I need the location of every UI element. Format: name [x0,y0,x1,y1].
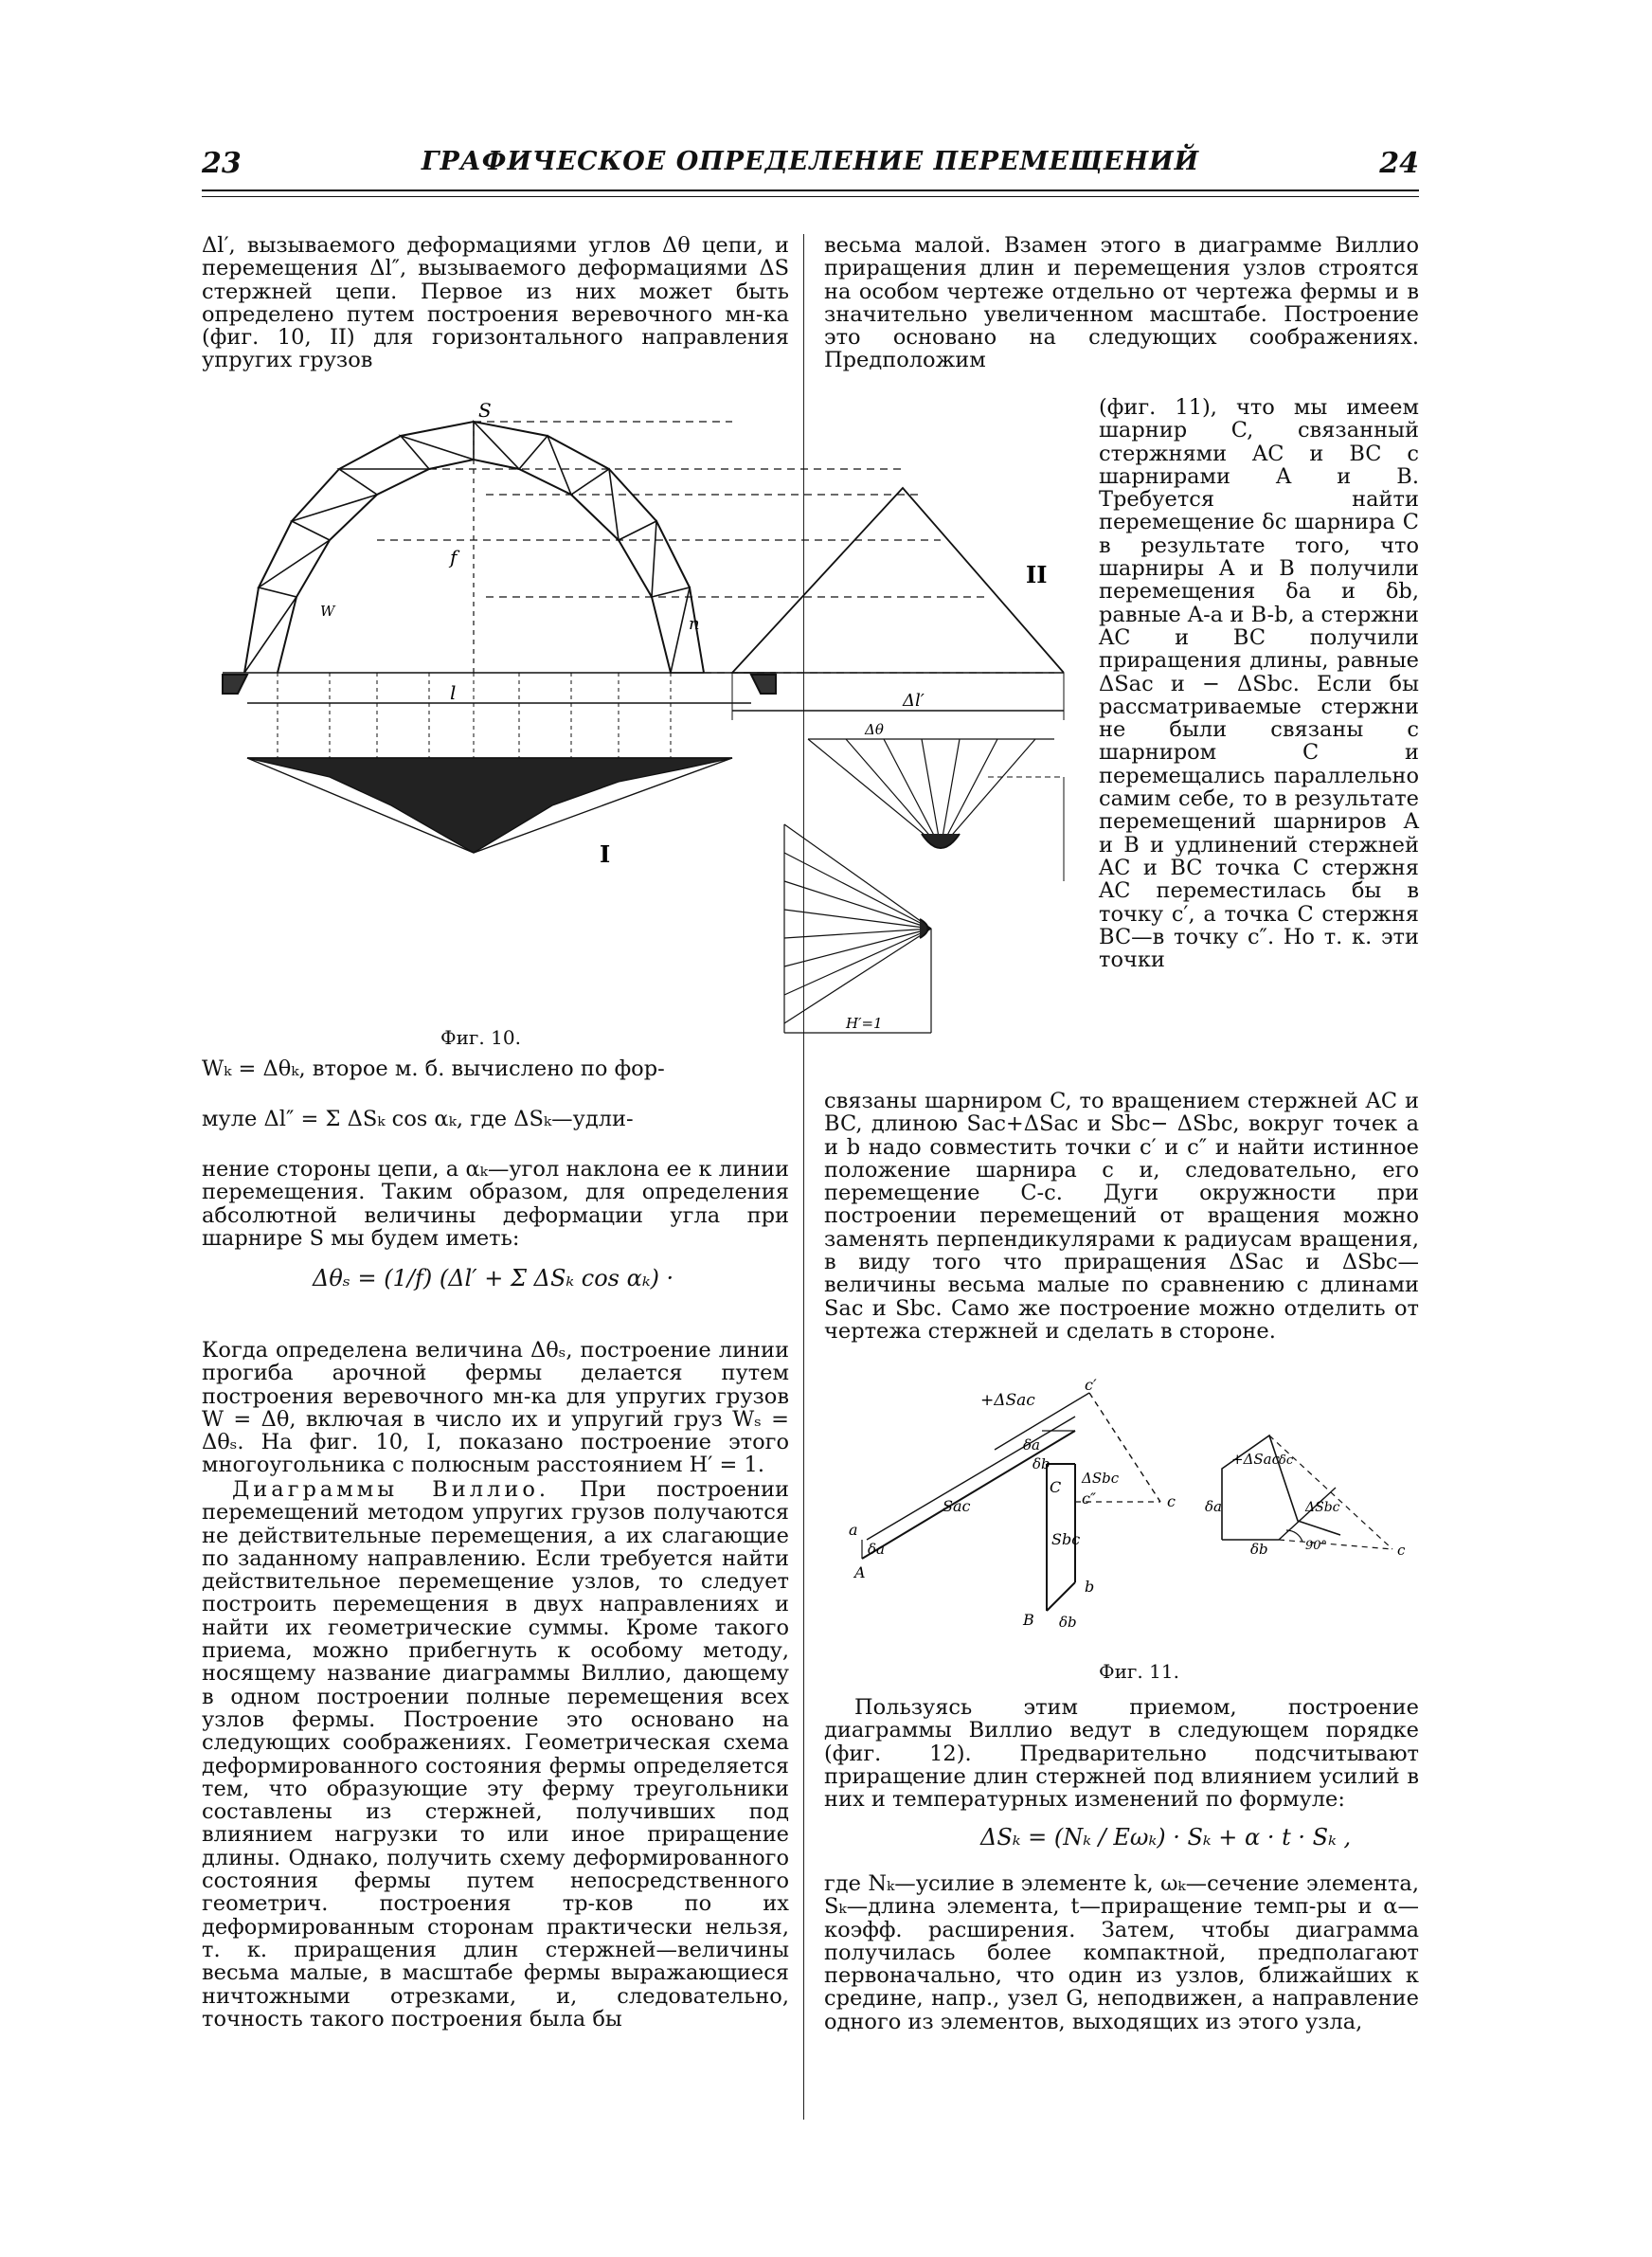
fig11-label-a: a [849,1521,858,1539]
fig11-label-db: δb [1059,1614,1077,1631]
formula-delta-S: ΔSₖ = (Nₖ / Eωₖ) · Sₖ + α · t · Sₖ , [980,1824,1352,1851]
fig10-label-n: n [689,614,700,634]
right-after-fig11-paragraph: Пользуясь этим приемом, построение диаграммы Виллио ведут в следующем порядке (фиг. 12). Предварительно подсчитывают приращение длин стержней под влиянием усилий в них и температурных изменений по формуле: [824,1695,1419,1813]
fig11-label-dSac: +ΔSac [980,1391,1035,1410]
fig11-right-dc: δc [1279,1454,1294,1468]
williot-section [202,1478,789,2031]
fig11-right-dSbc: ΔSbc [1305,1500,1340,1515]
fig11-right-db: δb [1250,1541,1268,1558]
left-formula-line-2: муле Δl″ = Σ ΔSₖ cos αₖ, где ΔSₖ—удли- [202,1107,634,1131]
fig11-label-dSbc: ΔSbc [1082,1470,1120,1487]
fig11-label-b: b [1085,1578,1095,1596]
fig11-label-A: A [854,1563,866,1581]
figure-11 [834,1379,1421,1653]
fig11-label-c: c [1167,1492,1176,1510]
fig11-label-da-top: δa [1023,1436,1040,1454]
fig11-label-B: B [1023,1611,1034,1629]
fig11-label-Sac: Sac [943,1497,971,1515]
fig11-label-Sbc: Sbc [1051,1530,1081,1548]
fig10-label-dl: Δl′ [903,691,925,711]
fig11-label-c1: c′ [1085,1379,1097,1394]
fig11-caption: Фиг. 11. [1099,1660,1179,1683]
page-number-right: 24 [1379,147,1419,180]
fig10-label-W: W [320,603,335,620]
figure-10 [202,398,1083,1042]
right-end-paragraph: где Nₖ—усилие в элементе k, ωₖ—сечение элемента, Sₖ—длина элемента, t—приращение темп-ры и α—коэфф. расширения. Затем, чтобы диаграмма получилась более компактной, предполагают первоначально, что один из узлов, ближайших к средине, напр., узел G, неподвижен, а направление одного из элементов, выходящих из этого узла, [824,1871,1419,2034]
fig11-label-da: δa [868,1541,885,1558]
formula-delta-theta: Δθₛ = (1/f) (Δl′ + Σ ΔSₖ cos αₖ) · [313,1265,674,1291]
header-rule-thin [202,196,1419,197]
williot-paragraph: При построении перемещений методом упругих грузов получаются не действительные перемещения, а их слагающие по заданному направлению. Если требуется найти действительное перемещение узлов, то следует построить перемещения в двух направлениях и найти их геометрические суммы. Кроме такого приема, можно прибегнуть к особому методу, носящему название диаграммы Виллио, дающему в одном построении полные перемещения всех узлов фермы. Построение это основано на следующих соображениях. Геометрическая схема деформированного состояния фермы определяется тем, что образующие эту ферму треугольники составлены из стержней, получивших под влиянием нагрузки то или иное приращение длины. Однако, получить схему деформированного состояния фермы путем непосредственного геометрич. построения тр-ков по их деформированным сторонам практически нельзя, т. к. приращения длин стержней—величины весьма малые, в масштабе фермы выражающиеся ничтожными отрезками, и, следовательно, точность такого построения была бы [202,1477,789,2031]
fig10-label-II: II [1026,561,1048,588]
left-mid-paragraph: нение стороны цепи, а αₖ—угол наклона ее к линии перемещения. Таким образом, для определения абсолютной величины деформации угла при шарнире S мы будем иметь: [202,1157,789,1251]
fig11-right-dSac: +ΔSac [1231,1451,1281,1468]
fig11-label-db-top: δb [1032,1455,1050,1472]
fig10-label-l: l [450,681,457,704]
running-title: ГРАФИЧЕСКОЕ ОПРЕДЕЛЕНИЕ ПЕРЕМЕЩЕНИЙ [421,147,1200,176]
fig10-caption: Фиг. 10. [440,1026,521,1049]
page-number-left: 23 [202,147,242,180]
fig10-label-dtheta: Δθ [865,721,884,738]
fig10-label-f: f [450,546,458,569]
left-after-formula-paragraph: Когда определена величина Δθₛ, построение линии прогиба арочной фермы делается путем построения веревочного мн-ка для упругих грузов W = Δθ, включая в число их и упругий груз Wₛ = Δθₛ. На фиг. 10, I, показано построение этого многоугольника с полюсным расстоянием H′ = 1. [202,1338,789,1478]
right-full-paragraph: связаны шарниром C, то вращением стержней AC и BC, длиною Sac+ΔSac и Sbc− ΔSbc, вокруг точек a и b надо совместить точки c′ и c″ и найти истинное положение шарнира c и, следовательно, его перемещение C-c. Дуги окружности при построении перемещений от вращения можно заменять перпендикулярами к радиусам вращения, в виду того что приращения ΔSac и ΔSbc—величины весьма малые по сравнению с длинами Sac и Sbc. Само же построение можно отделить от чертежа стержней и сделать в стороне. [824,1089,1419,1344]
fig11-right-da: δa [1205,1498,1222,1515]
fig11-label-c2: c″ [1082,1490,1096,1508]
running-header [202,147,1419,194]
left-formula-line-1: Wₖ = Δθₖ, второе м. б. вычислено по фор- [202,1056,665,1081]
fig10-label-S: S [478,399,492,422]
header-rule [202,190,1419,191]
left-top-paragraph: Δl′, вызываемого деформациями углов Δθ цепи, и перемещения Δl″, вызываемого деформациями ΔS стержней цепи. Первое из них может быть определено путем построения веревочного мн-ка (фиг. 10, II) для горизонтального направления упругих грузов [202,233,789,373]
right-narrow-paragraph: (фиг. 11), что мы имеем шарнир C, связанный стержнями AC и BC с шарнирами A и B. Требуется найти перемещение δc шарнира C в результате того, что шарниры A и B получили перемещения δa и δb, равные A-a и B-b, а стержни AC и BC получили приращения длины, равные ΔSac и − ΔSbc. Если бы рассматриваемые стержни не были связаны с шарниром C и перемещались параллельно самим себе, то в результате перемещений шарниров A и B и удлинений стержней AC и BC точка C стержня AC переместилась бы в точку c′, а точка C стержня BC—в точку c″. Но т. к. эти точки [1099,395,1419,973]
fig11-angle: 90° [1305,1539,1328,1553]
right-top-paragraph: весьма малой. Взамен этого в диаграмме Виллио приращения длин и перемещения узлов строятся на особом чертеже отдельно от чертежа фермы и в значительно увеличенном масштабе. Построение это основано на следующих соображениях. Предположим [824,233,1419,373]
fig10-label-I: I [600,840,611,868]
fig11-label-C: C [1050,1478,1062,1496]
fig11-right-c: c [1397,1542,1406,1559]
williot-heading: Диаграммы Виллио. [232,1477,550,1502]
fig10-label-H: H′=1 [846,1015,883,1032]
